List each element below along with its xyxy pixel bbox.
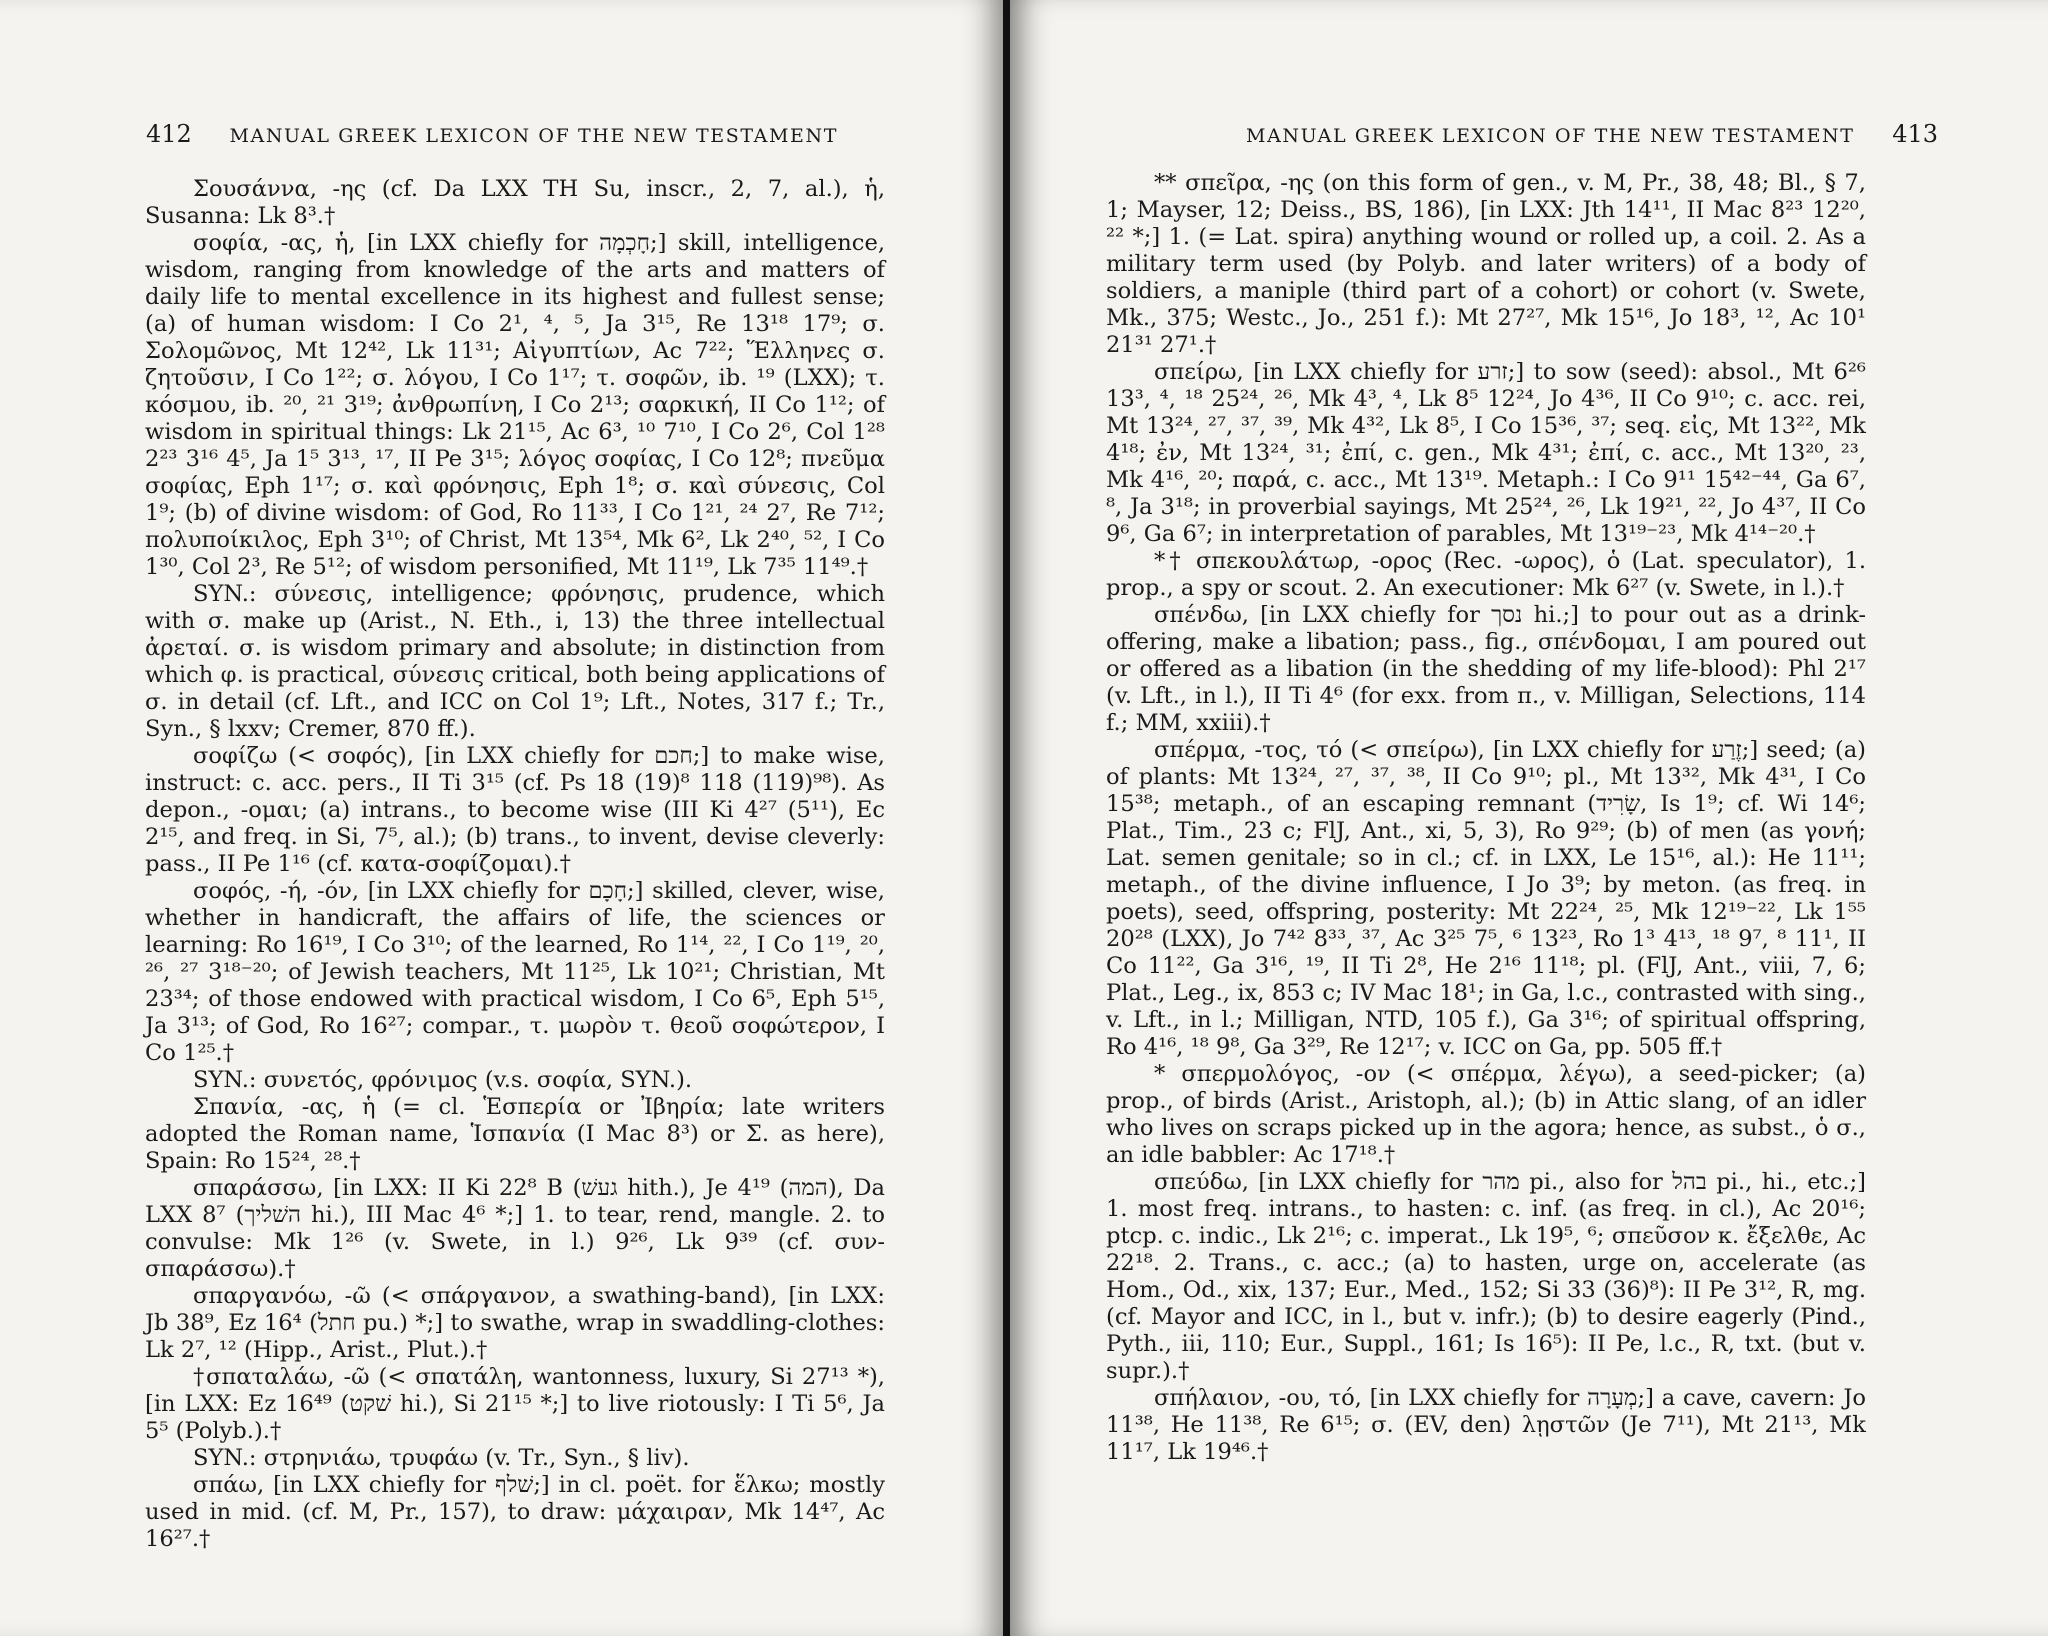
right-page-number: 413 xyxy=(1892,120,1938,148)
entry-spendo: σπένδω, [in LXX chiefly for נסך hi.;] to pour out as a drink-offering, make a libation; pass., fig., σπένδομαι, I am poured out or offered as a libation (in the shedding of my life-blood): Phl 2¹⁷ (v. Lft., in l.), II Ti 4⁶ (for exx. from π., v. Milligan, Selections, 114 f.; MM, xxiii).† xyxy=(1106,602,1866,736)
entry-spao: σπάω, [in LXX chiefly for שׁלף;] in cl. poët. for ἕλκω; mostly used in mid. (cf. M, Pr., 157), to draw: μάχαιραν, Mk 14⁴⁷, Ac 16²⁷.† xyxy=(145,1472,885,1552)
left-page-number: 412 xyxy=(146,120,192,148)
entry-sousanna: Σουσάννα, -ης (cf. Da LXX TH Su, inscr., 2, 7, al.), ἡ, Susanna: Lk 8³.† xyxy=(145,176,885,229)
entry-spermologos: * σπερμολόγος, -ον (< σπέρμα, λέγω), a seed-picker; (a) prop., of birds (Arist., Aristoph, al.); (b) in Attic slang, of an idler who lives on scraps picked up in the agora; hence, as subst., ὁ σ., an idle babbler: Ac 17¹⁸.† xyxy=(1106,1061,1866,1168)
entry-sperma: σπέρμα, -τος, τό (< σπείρω), [in LXX chiefly for זֶרַע;] seed; (a) of plants: Mt 13²⁴, ²⁷, ³⁷, ³⁸, II Co 9¹⁰; pl., Mt 13³², Mk 4³¹, I Co 15³⁸; metaph., of an escaping remnant (שָׂרִיד, Is 1⁹; cf. Wi 14⁶; Plat., Tim., 23 c; FlJ, Ant., xi, 5, 3), Ro 9²⁹; (b) of men (as γονή; Lat. semen genitale; so in cl.; cf. in LXX, Le 15¹⁶, al.): He 11¹¹; metaph., of the divine influence, I Jo 3⁹; by meton. (as freq. in poets), seed, offspring, posterity: Mt 22²⁴, ²⁵, Mk 12¹⁹⁻²², Lk 1⁵⁵ 20²⁸ (LXX), Jo 7⁴² 8³³, ³⁷, Ac 3²⁵ 7⁵, ⁶ 13²³, Ro 1³ 4¹³, ¹⁸ 9⁷, ⁸ 11¹, II Co 11²², Ga 3¹⁶, ¹⁹, II Ti 2⁸, He 2¹⁶ 11¹⁸; pl. (FlJ, Ant., viii, 7, 6; Plat., Leg., ix, 853 c; IV Mac 18¹; in Ga, l.c., contrasted with sing., v. Lft., in l.; Milligan, NTD, 105 f.), Ga 3¹⁶; of spiritual offspring, Ro 4¹⁶, ¹⁸ 9⁸, Ga 3²⁹, Re 12¹⁷; v. ICC on Ga, pp. 505 ff.† xyxy=(1106,737,1866,1060)
book-gutter xyxy=(1003,0,1010,1636)
entry-spatalao: †σπαταλάω, -ῶ (< σπατάλη, wantonness, luxury, Si 27¹³ *), [in LXX: Ez 16⁴⁹ (שׁקט hi.), Si 21¹⁵ *;] to live riotously: I Ti 5⁶, Ja 5⁵ (Polyb.).† xyxy=(145,1364,885,1444)
syn-sophia: SYN.: σύνεσις, intelligence; φρόνησις, prudence, which with σ. make up (Arist., N. Eth., i, 13) the three intellectual ἀρεταί. σ. is wisdom primary and absolute; in distinction from which φ. is practical, σύνεσις critical, both being applications of σ. in detail (cf. Lft., and ICC on Col 1⁹; Lft., Notes, 317 f.; Tr., Syn., § lxxv; Cremer, 870 ff.). xyxy=(145,581,885,742)
entry-spania: Σπανία, -ας, ἡ (= cl. Ἑσπερία or Ἰβηρία; late writers adopted the Roman name, Ἱσπανία (I Mac 8³) or Σ. as here), Spain: Ro 15²⁴, ²⁸.† xyxy=(145,1094,885,1174)
entry-speira: ** σπεῖρα, -ης (on this form of gen., v. M, Pr., 38, 48; Bl., § 7, 1; Mayser, 12; Deiss., BS, 186), [in LXX: Jth 14¹¹, II Mac 8²³ 12²⁰, ²² *;] 1. (= Lat. spira) anything wound or rolled up, a coil. 2. As a military term used (by Polyb. and later writers) of a body of soldiers, a maniple (third part of a cohort) or cohort (v. Swete, Mk., 375; Westc., Jo., 251 f.): Mt 27²⁷, Mk 15¹⁶, Jo 18³, ¹², Ac 10¹ 21³¹ 27¹.† xyxy=(1106,170,1866,358)
entry-sophia: σοφία, -ας, ἡ, [in LXX chiefly for חָכְמָה;] skill, intelligence, wisdom, ranging from knowledge of the arts and matters of daily life to mental excellence in its highest and fullest sense; (a) of human wisdom: I Co 2¹, ⁴, ⁵, Ja 3¹⁵, Re 13¹⁸ 17⁹; σ. Σολομῶνος, Mt 12⁴², Lk 11³¹; Αἰγυπτίων, Ac 7²²; Ἕλληνες σ. ζητοῦσιν, I Co 1²²; σ. λόγου, I Co 1¹⁷; τ. σοφῶν, ib. ¹⁹ (LXX); τ. κόσμου, ib. ²⁰, ²¹ 3¹⁹; ἀνθρωπίνη, I Co 2¹³; σαρκική, II Co 1¹²; of wisdom in spiritual things: Lk 21¹⁵, Ac 6³, ¹⁰ 7¹⁰, I Co 2⁶, Col 1²⁸ 2²³ 3¹⁶ 4⁵, Ja 1⁵ 3¹³, ¹⁷, II Pe 3¹⁵; λόγος σοφίας, I Co 12⁸; πνεῦμα σοφίας, Eph 1¹⁷; σ. καὶ φρόνησις, Eph 1⁸; σ. καὶ σύνεσις, Col 1⁹; (b) of divine wisdom: of God, Ro 11³³, I Co 1²¹, ²⁴ 2⁷, Re 7¹²; πολυποίκιλος, Eph 3¹⁰; of Christ, Mt 13⁵⁴, Mk 6², Lk 2⁴⁰, ⁵², I Co 1³⁰, Col 2³, Re 5¹²; of wisdom personified, Mt 11¹⁹, Lk 7³⁵ 11⁴⁹.† xyxy=(145,230,886,580)
left-page xyxy=(0,0,1003,1636)
right-page xyxy=(1010,0,2048,1636)
right-page-text xyxy=(1106,170,1866,1466)
entry-speiro: σπείρω, [in LXX chiefly for זרע;] to sow (seed): absol., Mt 6²⁶ 13³, ⁴, ¹⁸ 25²⁴, ²⁶, Mk 4³, ⁴, Lk 8⁵ 12²⁴, Jo 4³⁶, II Co 9¹⁰; c. acc. rei, Mt 13²⁴, ²⁷, ³⁷, ³⁹, Mk 4³², Lk 8⁵, I Co 15³⁶, ³⁷; seq. εἰς, Mt 13²², Mk 4¹⁸; ἐν, Mt 13²⁴, ³¹; ἐπί, c. gen., Mk 4³¹; ἐπί, c. acc., Mt 13²⁰, ²³, Mk 4¹⁶, ²⁰; παρά, c. acc., Mt 13¹⁹. Metaph.: I Co 9¹¹ 15⁴²⁻⁴⁴, Ga 6⁷, ⁸, Ja 3¹⁸; in proverbial sayings, Mt 25²⁴, ²⁶, Lk 19²¹, ²², Jo 4³⁷, II Co 9⁶, Ga 6⁷; in interpretation of parables, Mt 13¹⁹⁻²³, Mk 4¹⁴⁻²⁰.† xyxy=(1106,359,1866,547)
entry-sparasso: σπαράσσω, [in LXX: II Ki 22⁸ B (געשׁ hith.), Je 4¹⁹ (המה), Da LXX 8⁷ (השׁליך hi.), III Mac 4⁶ *;] 1. to tear, rend, mangle. 2. to convulse: Mk 1²⁶ (v. Swete, in l.) 9²⁶, Lk 9³⁹ (cf. συν-σπαράσσω).† xyxy=(145,1175,886,1282)
syn-sophos: SYN.: συνετός, φρόνιμος (v.s. σοφία, SYN.). xyxy=(193,1067,693,1093)
right-running-head: MANUAL GREEK LEXICON OF THE NEW TESTAMENT xyxy=(1246,125,1855,147)
entry-sparganoo: σπαργανόω, -ῶ (< σπάργανον, a swathing-band), [in LXX: Jb 38⁹, Ez 16⁴ (חתל pu.) *;] to swathe, wrap in swaddling-clothes: Lk 2⁷, ¹² (Hipp., Arist., Plut.).† xyxy=(145,1283,885,1363)
entry-speudo: σπεύδω, [in LXX chiefly for מהר pi., also for בהל pi., hi., etc.;] 1. most freq. intrans., to hasten: c. inf. (as freq. in cl.), Ac 20¹⁶; ptcp. c. indic., Lk 2¹⁶; c. imperat., Lk 19⁵, ⁶; σπεῦσον κ. ἔξελθε, Ac 22¹⁸. 2. Trans., c. acc.; (a) to hasten, urge on, accelerate (as Hom., Od., xix, 137; Eur., Med., 152; Si 33 (36)⁸): II Pe 3¹², R, mg. (cf. Mayor and ICC, in l., but v. infr.); (b) to desire eagerly (Pind., Pyth., iii, 110; Eur., Suppl., 161; Is 16⁵): II Pe, l.c., R, txt. (but v. supr.).† xyxy=(1106,1169,1866,1384)
right-running-header xyxy=(1178,120,1938,148)
entry-spekoulator: *† σπεκουλάτωρ, -ορος (Rec. -ωρος), ὁ (Lat. speculator), 1. prop., a spy or scout. 2. An executioner: Mk 6²⁷ (v. Swete, in l.).† xyxy=(1106,548,1866,601)
entry-sophos: σοφός, -ή, -όν, [in LXX chiefly for חָכָם;] skilled, clever, wise, whether in handicraft, the affairs of life, the sciences or learning: Ro 16¹⁹, I Co 3¹⁰; of the learned, Ro 1¹⁴, ²², I Co 1¹⁹, ²⁰, ²⁶, ²⁷ 3¹⁸⁻²⁰; of Jewish teachers, Mt 11²⁵, Lk 10²¹; Christian, Mt 23³⁴; of those endowed with practical wisdom, I Co 6⁵, Eph 5¹⁵, Ja 3¹³; of God, Ro 16²⁷; compar., τ. μωρὸν τ. θεοῦ σοφώτερον, I Co 1²⁵.† xyxy=(145,878,885,1066)
entry-sophizo: σοφίζω (< σοφός), [in LXX chiefly for חכם;] to make wise, instruct: c. acc. pers., II Ti 3¹⁵ (cf. Ps 18 (19)⁸ 118 (119)⁹⁸). As depon., -ομαι; (a) intrans., to become wise (III Ki 4²⁷ (5¹¹), Ec 2¹⁵, and freq. in Si, 7⁵, al.); (b) trans., to invent, devise cleverly: pass., II Pe 1¹⁶ (cf. κατα-σοφίζομαι).† xyxy=(145,743,885,877)
left-running-header xyxy=(146,120,881,148)
left-page-text xyxy=(145,176,885,1553)
entry-spelaion: σπήλαιον, -ου, τό, [in LXX chiefly for מְעָרָה;] a cave, cavern: Jo 11³⁸, He 11³⁸, Re 6¹⁵; σ. (EV, den) λῃστῶν (Je 7¹¹), Mt 21¹³, Mk 11¹⁷, Lk 19⁴⁶.† xyxy=(1106,1385,1866,1465)
left-running-head: MANUAL GREEK LEXICON OF THE NEW TESTAMENT xyxy=(229,125,838,147)
syn-spatalao: SYN.: στρηνιάω, τρυφάω (v. Tr., Syn., § liv). xyxy=(193,1445,690,1471)
